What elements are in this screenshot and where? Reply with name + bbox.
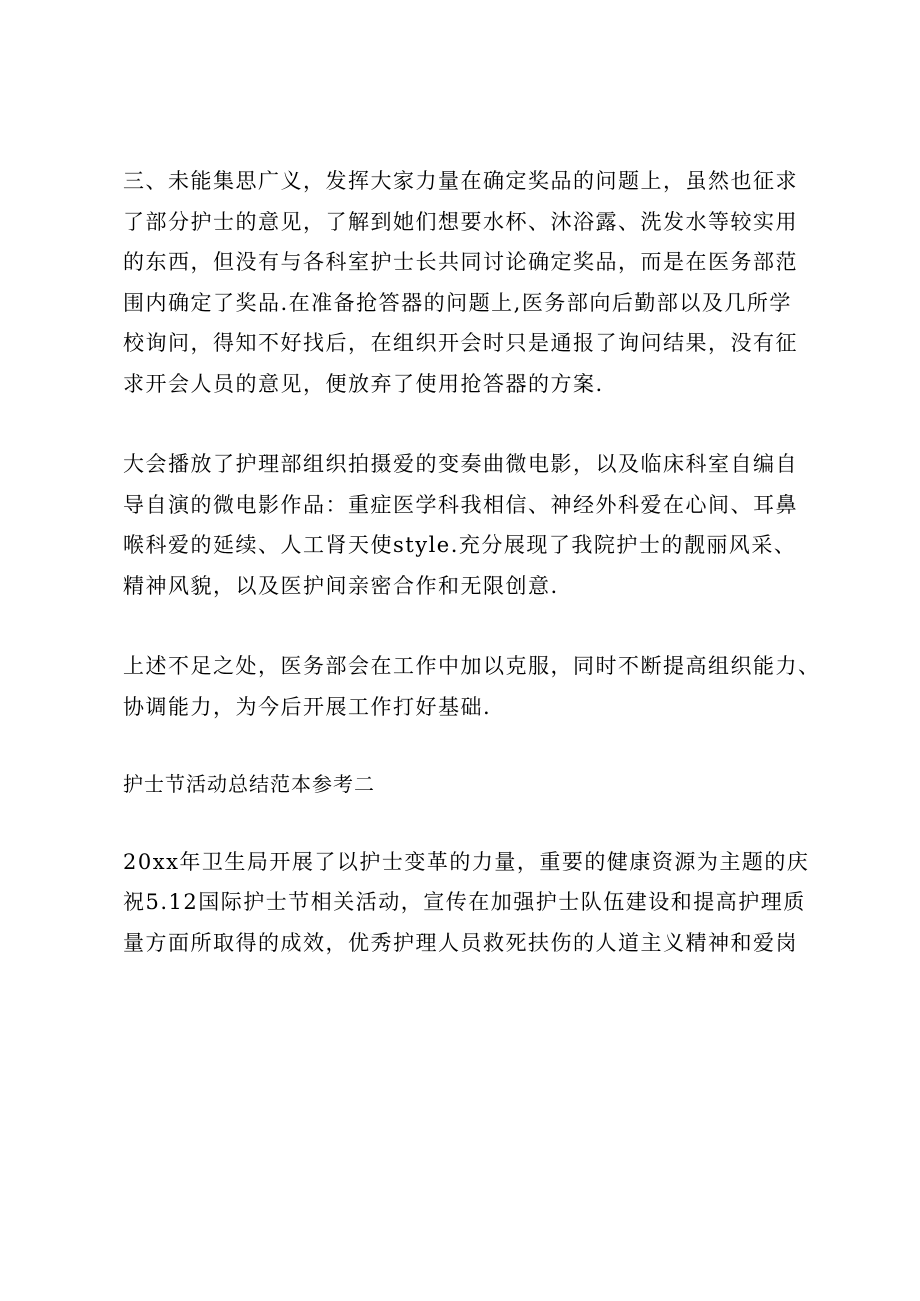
paragraph-micro-film: 大会播放了护理部组织拍摄爱的变奏曲微电影，以及临床科室自编自 导自演的微电影作品：重症医学科我相信、神经外科爱在心间、耳鼻 喉科爱的延续、人工肾天使style.充分展现了我院护士的靓丽风采、 精神风貌，以及医护间亲密合作和无限创意. <box>123 452 798 598</box>
paragraph-health-bureau: 20xx年卫生局开展了以护士变革的力量，重要的健康资源为主题的庆 祝5.12国际护士节相关活动，宣传在加强护士队伍建设和提高护理质 量方面所取得的成效，优秀护理人员救死扶伤的人道主义精神和爱岗 <box>123 849 810 955</box>
section-heading: 护士节活动总结范本参考二 <box>123 772 375 796</box>
document-body <box>123 161 843 963</box>
paragraph-shortcomings: 三、未能集思广义，发挥大家力量在确定奖品的问题上，虽然也征求 了部分护士的意见，了解到她们想要水杯、沐浴露、洗发水等较实用 的东西，但没有与各科室护士长共同讨论确定奖品，而是在医务部范 围内确定了奖品.在准备抢答器的问题上,医务部向后勤部以及几所学 校询问，得知不好找后，在组织开会时只是通报了询问结果，没有征 求开会人员的意见，便放弃了使用抢答器的方案. <box>123 169 798 396</box>
paragraph-conclusion: 上述不足之处，医务部会在工作中加以克服，同时不断提高组织能力、 协调能力，为今后开展工作打好基础. <box>123 654 821 719</box>
